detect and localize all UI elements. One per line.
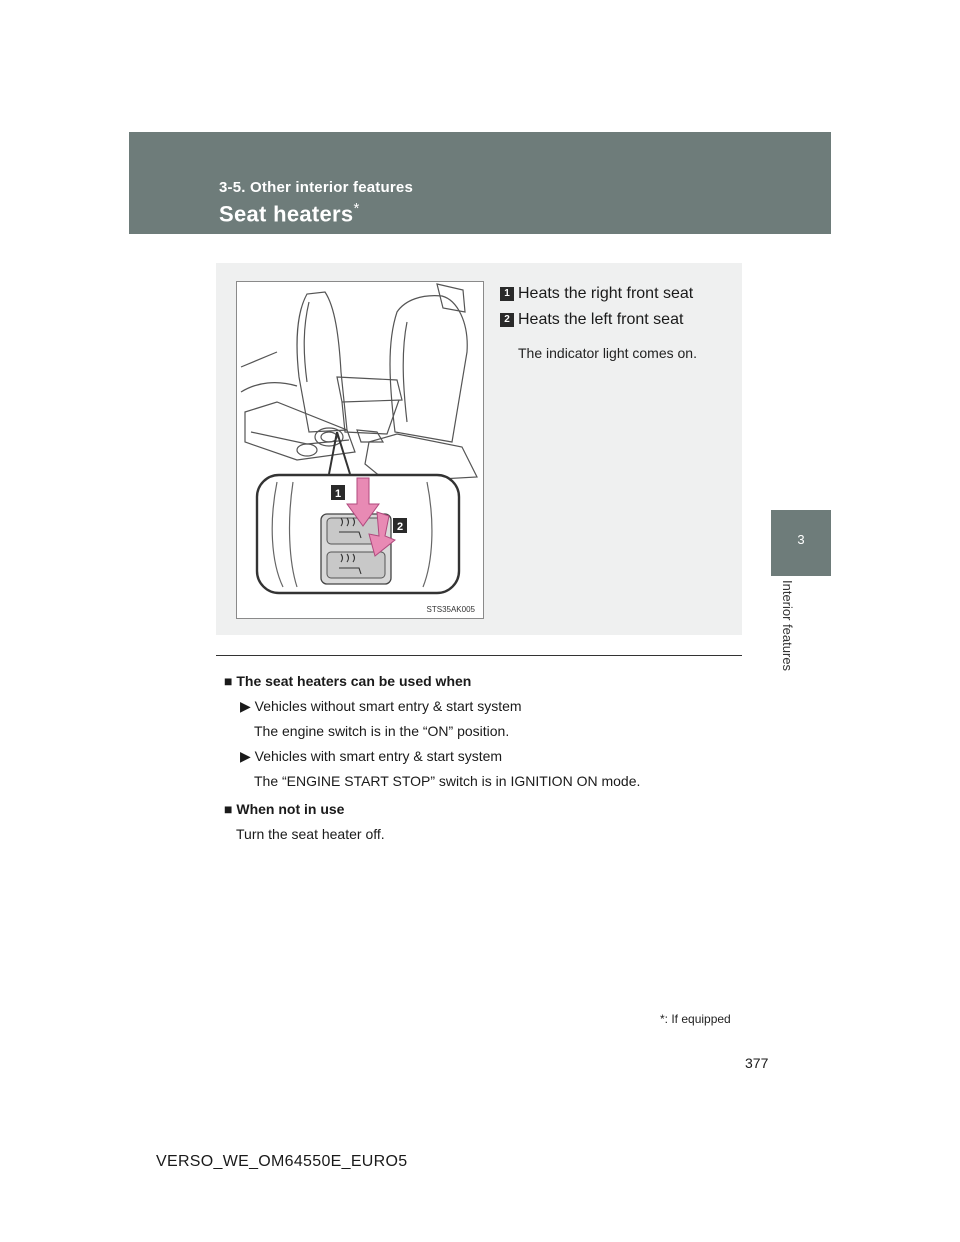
legend-note: The indicator light comes on. [518,345,697,361]
page-title [219,200,360,227]
footnote-text: : If equipped [664,1012,731,1026]
page-header [129,132,831,234]
illustration-drawing [237,282,483,618]
footnote [660,1012,731,1026]
page-title-text: Seat heaters [219,201,354,227]
case-1 [240,698,522,715]
legend-item-2 [500,307,740,333]
legend-item-1 [500,281,740,307]
pointer-line [329,432,337,474]
right-seat-back [390,296,467,442]
case-1-detail: The engine switch is in the “ON” position. [254,723,510,739]
switch-left-seat [327,552,385,578]
chapter-number: 3 [797,532,805,547]
info-heading-2 [224,801,344,817]
if-equipped-mark: * [353,200,360,217]
callout-2: 2 [396,521,404,533]
info-heading-1-text: The seat heaters can be used when [236,673,472,689]
legend-text-2: Heats the left front seat [518,311,684,328]
section-divider [216,655,742,656]
case-2-detail: The “ENGINE START STOP” switch is in IGNITION ON mode. [254,773,641,789]
case-2-text: Vehicles with smart entry & start system [254,748,503,764]
left-seat-seam [304,302,309,382]
armrest [337,377,402,402]
page-number: 377 [745,1055,769,1071]
callout-1: 1 [334,488,342,500]
section-label: 3-5. Other interior features [219,179,413,196]
document-code: VERSO_WE_OM64550E_EURO5 [156,1153,408,1170]
legend-number-1: 1 [500,287,514,301]
info-text-2: Turn the seat heater off. [236,826,385,842]
square-bullet-icon: ■ [224,801,233,817]
info-heading-2-text: When not in use [236,801,345,817]
chapter-caption [766,578,806,688]
seat-heater-illustration [236,281,484,619]
triangle-bullet-icon: ▶ [240,748,251,764]
chapter-caption-text: Interior features [780,580,795,672]
legend-number-2: 2 [500,313,514,327]
case-1-text: Vehicles without smart entry & start system [254,698,522,714]
legend-text-1: Heats the right front seat [518,285,694,302]
info-heading-1 [224,673,471,689]
case-2 [240,748,502,765]
figure-legend [500,281,740,361]
square-bullet-icon: ■ [224,673,233,689]
headrest [437,284,465,312]
asterisk-mark: * [660,1012,665,1026]
illustration-panel [216,263,742,635]
figure-code: STS35AK005 [426,605,475,614]
chapter-tab [771,510,831,576]
triangle-bullet-icon: ▶ [240,698,251,714]
